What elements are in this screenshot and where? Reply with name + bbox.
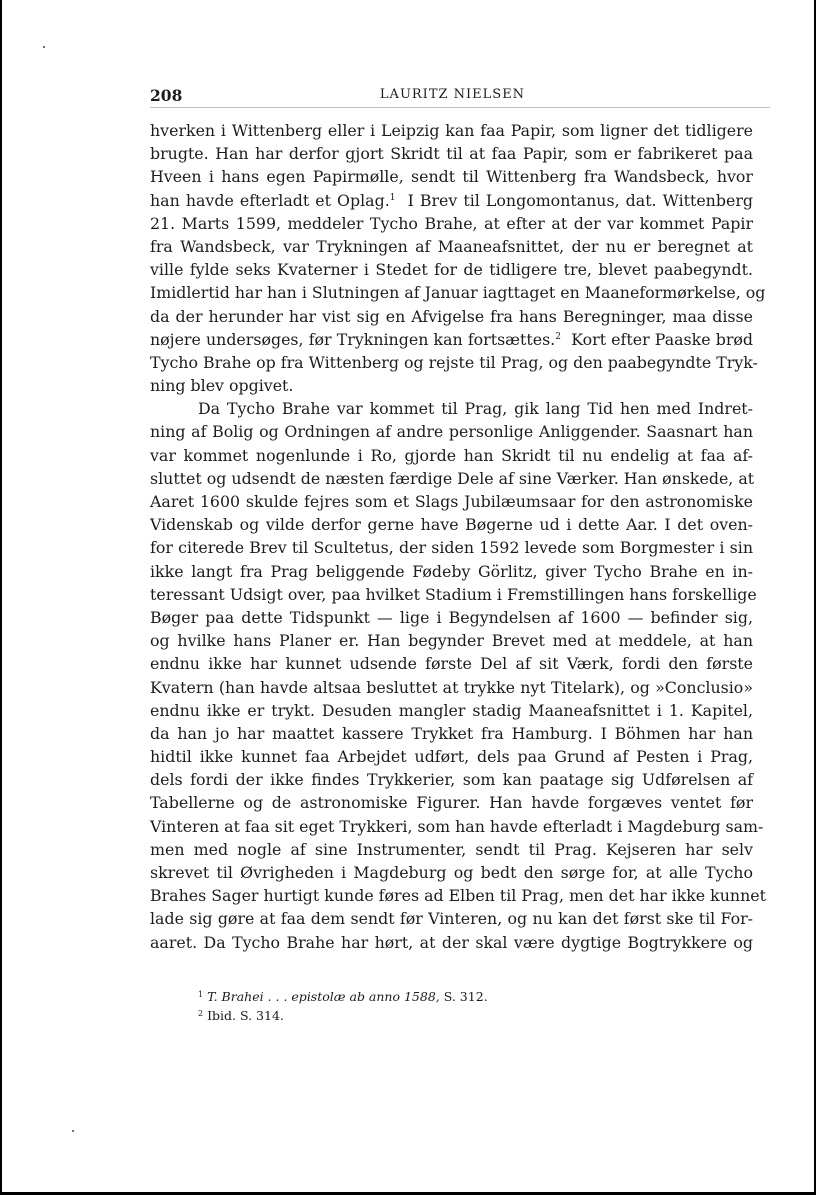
- text-line: Tycho Brahe op fra Wittenberg og rejste til Prag, og den paabegyndte Tryk-: [150, 352, 758, 372]
- text-line: [150, 328, 753, 351]
- text-line: fra Wandsbeck, var Trykningen af Maaneafsnittet, der nu er beregnet at: [150, 236, 753, 256]
- text-line: endnu ikke er trykt. Desuden mangler stadig Maaneafsnittet i 1. Kapitel,: [150, 700, 753, 720]
- text-line: lade sig gøre at faa dem sendt før Vinteren, og nu kan det først ske til For-: [150, 909, 753, 929]
- page-number: 208: [150, 86, 183, 105]
- text-line: Vinteren at faa sit eget Trykkeri, som han havde efterladt i Magdeburg sam-: [150, 816, 764, 836]
- text-line: og hvilke hans Planer er. Han begynder Brevet med at meddele, at han: [150, 631, 753, 651]
- text-segment: han havde efterladt et Oplag.: [150, 190, 390, 210]
- text-segment: I Brev til Longomontanus, dat. Wittenberg: [407, 190, 753, 210]
- footnote-marker: 1: [198, 990, 204, 999]
- footnote-marker: 2: [198, 1009, 204, 1018]
- text-line: teressant Udsigt over, paa hvilket Stadium i Fremstillingen hans forskellige: [150, 584, 757, 604]
- text-line: aaret. Da Tycho Brahe har hørt, at der skal være dygtige Bogtrykkere og: [150, 932, 753, 952]
- text-line: 21. Marts 1599, meddeler Tycho Brahe, at efter at der var kommet Papir: [150, 213, 753, 233]
- footnotes: [198, 986, 718, 1024]
- scan-speck: [43, 46, 45, 48]
- footnote-ref: 2: [555, 331, 561, 342]
- text-line: ning blev opgivet.: [150, 376, 294, 396]
- text-line: Aaret 1600 skulde fejres som et Slags Jubilæumsaar for den astronomiske: [150, 492, 753, 511]
- running-head: LAURITZ NIELSEN: [379, 87, 526, 102]
- text-line: Imidlertid har han i Slutningen af Januar iagttaget en Maaneformørkelse, og: [150, 283, 766, 303]
- header-rule: [150, 107, 770, 108]
- text-line: men med nogle af sine Instrumenter, sendt til Prag. Kejseren har selv: [150, 839, 753, 859]
- text-line: dels fordi der ikke findes Trykkerier, som kan paatage sig Udførelsen af: [150, 770, 753, 790]
- footnote: [198, 1005, 718, 1024]
- text-line: endnu ikke har kunnet udsende første Del af sit Værk, fordi den første: [150, 654, 753, 674]
- footnote: [198, 986, 718, 1005]
- text-line: skrevet til Øvrigheden i Magdeburg og bedt den sørge for, at alle Tycho: [150, 863, 753, 882]
- text-line: Brahes Sager hurtigt kunde føres ad Elben til Prag, men det har ikke kunnet: [150, 886, 766, 906]
- text-line: Bøger paa dette Tidspunkt — lige i Begyndelsen af 1600 — befinder sig,: [150, 607, 753, 627]
- text-line: Tabellerne og de astronomiske Figurer. Han havde forgæves ventet før: [150, 793, 753, 813]
- scan-left-edge: [0, 0, 2, 1195]
- text-line: brugte. Han har derfor gjort Skridt til at faa Papir, som er fabrikeret paa: [150, 144, 753, 164]
- text-line: hidtil ikke kunnet faa Arbejdet udført, dels paa Grund af Pesten i Prag,: [150, 747, 753, 767]
- scan-speck: [72, 1130, 74, 1132]
- text-line: ning af Bolig og Ordningen af andre personlige Anliggender. Saasnart han: [150, 422, 753, 442]
- footnote-citation: T. Brahei . . . epistolæ ab anno 1588,: [207, 989, 440, 1004]
- text-line: var kommet nogenlunde i Ro, gjorde han Skridt til nu endelig at faa af-: [150, 445, 753, 465]
- page-header: [150, 86, 755, 108]
- footnote-ref: 1: [389, 192, 396, 203]
- text-line: ikke langt fra Prag beliggende Fødeby Görlitz, giver Tycho Brahe en in-: [150, 561, 753, 581]
- body-text: [150, 119, 766, 954]
- text-line: for citerede Brev til Scultetus, der siden 1592 levede som Borgmester i sin: [150, 538, 753, 558]
- text-line: Da Tycho Brahe var kommet til Prag, gik lang Tid hen med Indret-: [198, 399, 753, 419]
- text-line: Kvatern (han havde altsaa besluttet at trykke nyt Titelark), og »Conclusio»: [150, 677, 753, 697]
- footnote-text: S. 312.: [439, 989, 488, 1004]
- footnote-text: Ibid. S. 314.: [207, 1008, 284, 1023]
- text-segment: nøjere undersøges, før Trykningen kan fortsættes.: [150, 329, 556, 349]
- text-line: hverken i Wittenberg eller i Leipzig kan faa Papir, som ligner det tidligere: [150, 121, 753, 140]
- text-line: Hveen i hans egen Papirmølle, sendt til Wittenberg fra Wandsbeck, hvor: [150, 167, 753, 187]
- text-line: sluttet og udsendt de næsten færdige Dele af sine Værker. Han ønskede, at: [150, 468, 755, 488]
- text-line: [150, 189, 753, 212]
- text-segment: Kort efter Paaske brød: [571, 329, 753, 349]
- text-line: ville fylde seks Kvaterner i Stedet for de tidligere tre, blevet paabegyndt.: [150, 260, 753, 280]
- text-line: Videnskab og vilde derfor gerne have Bøgerne ud i dette Aar. I det oven-: [150, 515, 753, 535]
- text-line: da han jo har maattet kassere Trykket fra Hamburg. I Böhmen har han: [150, 723, 753, 743]
- text-line: da der herunder har vist sig en Afvigelse fra hans Beregninger, maa disse: [150, 306, 753, 326]
